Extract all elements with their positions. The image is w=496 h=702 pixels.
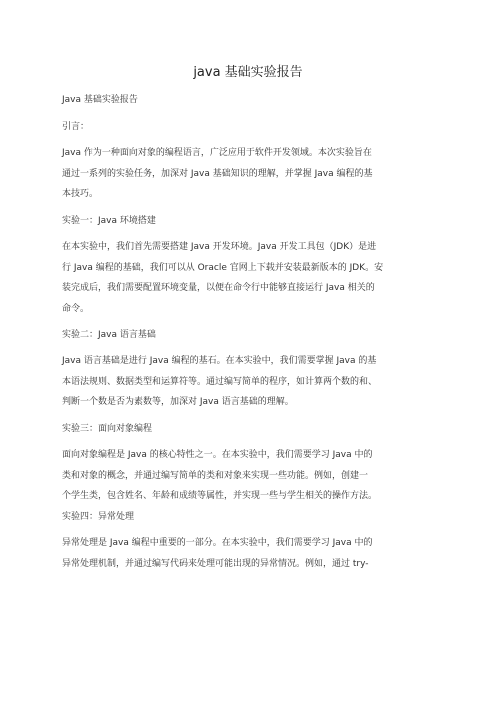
document-title: java 基础实验报告 xyxy=(193,65,303,80)
text-line: 通过一系列的实验任务，加深对 Java 基础知识的理解，并掌握 Java 编程的基 xyxy=(62,169,373,179)
text-line: Java 作为一种面向对象的编程语言，广泛应用于软件开发领域。本次实验旨在 xyxy=(62,148,372,158)
text-line: Java 语言基础是进行 Java 编程的基石。在本实验中，我们需要掌握 Java 的基 xyxy=(62,356,377,366)
text-line: 实验三：面向对象编程 xyxy=(62,424,153,434)
text-line: 行 Java 编程的基础，我们可以从 Oracle 官网上下载并安装最新版本的 JDK。安 xyxy=(62,263,384,273)
text-line: Java 基础实验报告 xyxy=(62,95,138,105)
text-line: 异常处理是 Java 编程中重要的一部分。在本实验中，我们需要学习 Java 中的 xyxy=(62,538,373,548)
text-line: 面向对象编程是 Java 的核心特性之一。在本实验中，我们需要学习 Java 中的 xyxy=(62,450,373,460)
text-line: 判断一个数是否为素数等，加深对 Java 语言基础的理解。 xyxy=(62,397,294,407)
text-line: 实验一：Java 环境搭建 xyxy=(62,216,156,226)
text-line: 类和对象的概念，并通过编写简单的类和对象来实现一些功能。例如，创建一 xyxy=(62,471,369,481)
text-line: 命令。 xyxy=(62,304,90,314)
text-line: 本语法规则、数据类型和运算符等。通过编写简单的程序，如计算两个数的和、 xyxy=(62,377,378,387)
text-line: 异常处理机制，并通过编写代码来处理可能出现的异常情况。例如，通过 try- xyxy=(62,559,369,569)
text-line: 个学生类，包含姓名、年龄和成绩等属性，并实现一些与学生相关的操作方法。 xyxy=(62,491,378,501)
text-line: 本技巧。 xyxy=(62,189,99,199)
text-line: 在本实验中，我们首先需要搭建 Java 开发环境。Java 开发工具包（JDK）是进 xyxy=(62,242,377,252)
text-line: 装完成后，我们需要配置环境变量，以便在命令行中能够直接运行 Java 相关的 xyxy=(62,283,375,293)
text-line: 实验四：异常处理 xyxy=(62,512,135,522)
text-line: 实验二：Java 语言基础 xyxy=(62,330,156,340)
text-line: 引言： xyxy=(62,122,90,132)
